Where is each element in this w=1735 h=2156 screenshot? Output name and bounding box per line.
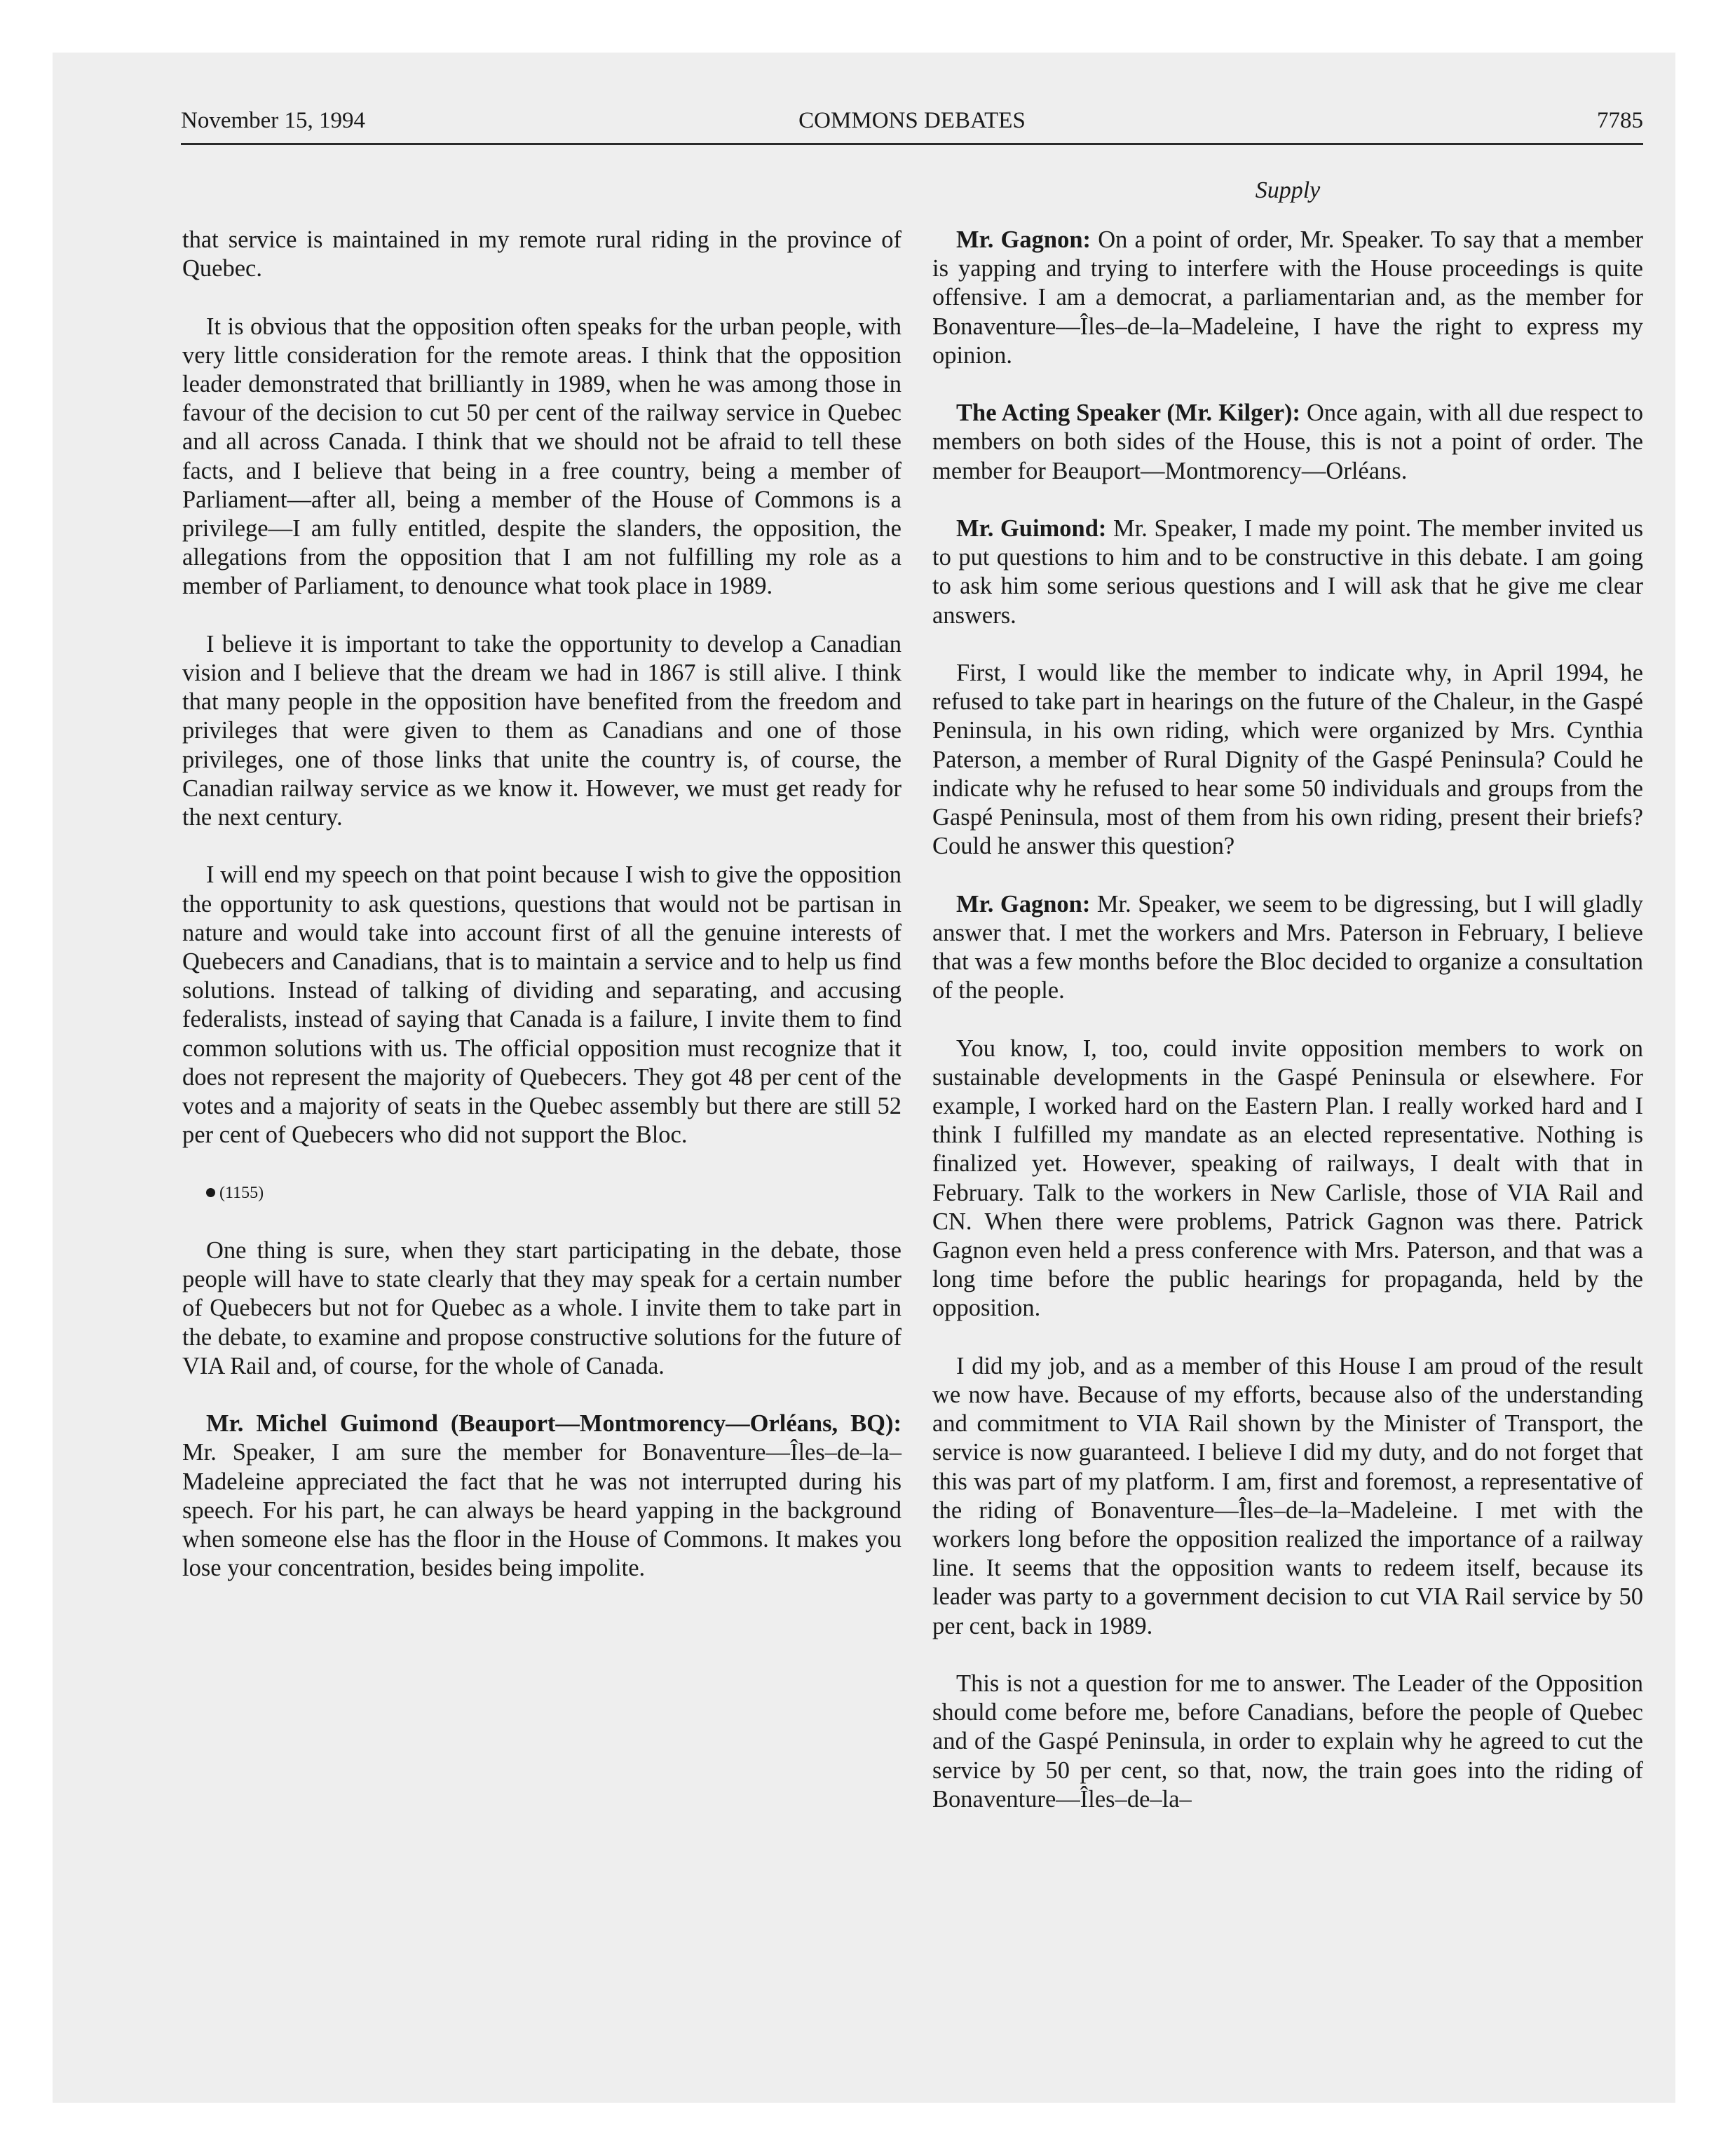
speaker-name: Mr. Gagnon: (956, 226, 1091, 253)
paragraph-text: One thing is sure, when they start participating in the debate, those people will have to state clearly that they may speak for a certain number of Quebecers but not for Quebec as a whole. I invite them to take part in the debate, to examine and propose constructive solutions for the future of VIA Rail and, of course, for the whole of Canada. (182, 1237, 901, 1379)
paragraph-text: Mr. Speaker, I made my point. The member invited us to put questions to him and to be constructive in this debate. I am going to ask him some serious questions and I will ask that he give me clear answers. (932, 515, 1644, 629)
paragraph: It is obvious that the opposition often speaks for the urban people, with very little consideration for the remote areas. I think that the opposition leader demonstrated that brilliantly in 1989, when he was among those in favour of the decision to cut 50 per cent of the railway service in Quebec and all across Canada. I think that we should not be afraid to tell these facts, and I believe that being in a free country, being a member of Parliament—after all, being a member of the House of Commons is a privilege—I am fully entitled, despite the slanders, the opposition, the allegations from the opposition that I am not fulfilling my role as a member of Parliament, to denounce what took place in 1989. (182, 313, 901, 600)
section-title: Supply (1255, 177, 1321, 203)
speaker-name: Mr. Gagnon: (956, 890, 1091, 917)
paragraph: This is not a question for me to answer. The Leader of the Opposition should come before me, before Canadians, before the people of Quebec and of the Gaspé Peninsula, in order to explain why he agreed to cut the service by 50 per cent, so that, now, the train goes into the riding of Bonaventure—Îles–de–la– (932, 1670, 1643, 1813)
speaker-name: Mr. Michel Guimond (Beauport—Montmorency—Orléans, BQ): (206, 1410, 901, 1438)
paragraph-text: On a point of order, Mr. Speaker. To say that a member is yapping and trying to interfere with the House proceedings is quite offensive. I am a democrat, a parliamentarian and, as the member for Bonaventure—Îles–de–la–Madeleine, I have the right to express my opinion. (932, 226, 1643, 369)
speaker-name: Mr. Guimond: (956, 515, 1107, 542)
paragraph (932, 226, 1643, 370)
left-column (182, 226, 901, 1612)
bullet-icon (206, 1188, 215, 1197)
paragraph-text: Once again, with all due respect to members on both sides of the House, this is not a point of order. The member for Beauport—Montmorency—Orléans. (932, 400, 1644, 484)
header-rule (181, 143, 1643, 145)
paragraph-text: Mr. Speaker, I am sure the member for Bonaventure—Îles–de–la–Madeleine appreciated the fact that he was not interrupted during his speech. For his part, he can always be heard yapping in the background when someone else has the floor in the House of Commons. It makes you lose your concentration, besides being impolite. (182, 1439, 901, 1582)
header-title: COMMONS DEBATES (798, 108, 1026, 133)
paragraph (182, 1410, 901, 1583)
paragraph-text: Mr. Speaker, we seem to be digressing, but I will gladly answer that. I met the workers and Mrs. Paterson in February, I believe that was a few months before the Bloc decided to organize a consultation of the people. (932, 890, 1643, 1004)
paragraph: You know, I, too, could invite opposition members to work on sustainable developments in the Gaspé Peninsula or elsewhere. For example, I worked hard on the Eastern Plan. I really worked hard and I think I fulfilled my mandate as an elected representative. Nothing is finalized yet. However, speaking of railways, I dealt with that in February. Talk to the workers in New Carlisle, those of VIA Rail and CN. When there were problems, Patrick Gagnon was there. Patrick Gagnon even held a press conference with Mrs. Paterson, and that was a long time before the public hearings for propaganda, held by the opposition. (932, 1035, 1643, 1322)
header-date: November 15, 1994 (181, 108, 366, 133)
time-marker (182, 1179, 901, 1208)
paragraph: First, I would like the member to indicate why, in April 1994, he refused to take part in hearings on the future of the Chaleur, in the Gaspé Peninsula, in his own riding, which were organized by Mrs. Cynthia Paterson, a member of Rural Dignity of the Gaspé Peninsula? Could he indicate why he refused to hear some 50 individuals and groups from the Gaspé Peninsula, most of them from his own riding, present their briefs? Could he answer this question? (932, 660, 1643, 860)
paragraph: I will end my speech on that point because I wish to give the opposition the opportunity to ask questions, questions that would not be partisan in nature and would take into account first of all the genuine interests of Quebecers and Canadians, that is to maintain a service and to help us find solutions. Instead of talking of dividing and separating, and accusing federalists, instead of saying that Canada is a failure, I invite them to find common solutions with us. The official opposition must recognize that it does not represent the majority of Quebecers. They got 48 per cent of the votes and a majority of seats in the Quebec assembly but there are still 52 per cent of Quebecers who did not support the Bloc. (182, 861, 901, 1149)
time-marker-text: (1155) (219, 1183, 264, 1202)
right-column (932, 226, 1643, 1843)
paragraph: I believe it is important to take the opportunity to develop a Canadian vision and I believe that the dream we had in 1867 is still alive. I think that many people in the opposition have benefited from the freedom and privileges that were given to them as Canadians and one of those privileges, one of those links that unite the country is, of course, the Canadian railway service as we know it. However, we must get ready for the next century. (182, 630, 901, 831)
paragraph (182, 1236, 901, 1381)
page-number: 7785 (1597, 108, 1643, 133)
paragraph: I did my job, and as a member of this House I am proud of the result we now have. Because of my efforts, because also of the understanding and commitment to VIA Rail shown by the Minister of Transport, the service is now guaranteed. I believe I did my duty, and do not forget that this was part of my platform. I am, first and foremost, a representative of the riding of Bonaventure—Îles–de–la–Madeleine. I met with the workers long before the opposition realized the importance of a railway line. It seems that the opposition wants to redeem itself, because its leader was party to a government decision to cut VIA Rail service by 50 per cent, back in 1989. (932, 1352, 1643, 1639)
page-header (181, 102, 1643, 140)
paragraph: that service is maintained in my remote rural riding in the province of Quebec. (182, 226, 901, 282)
paragraph (932, 399, 1643, 486)
paragraph (932, 890, 1643, 1006)
paragraph (932, 514, 1643, 630)
speaker-name: The Acting Speaker (Mr. Kilger): (956, 400, 1300, 427)
